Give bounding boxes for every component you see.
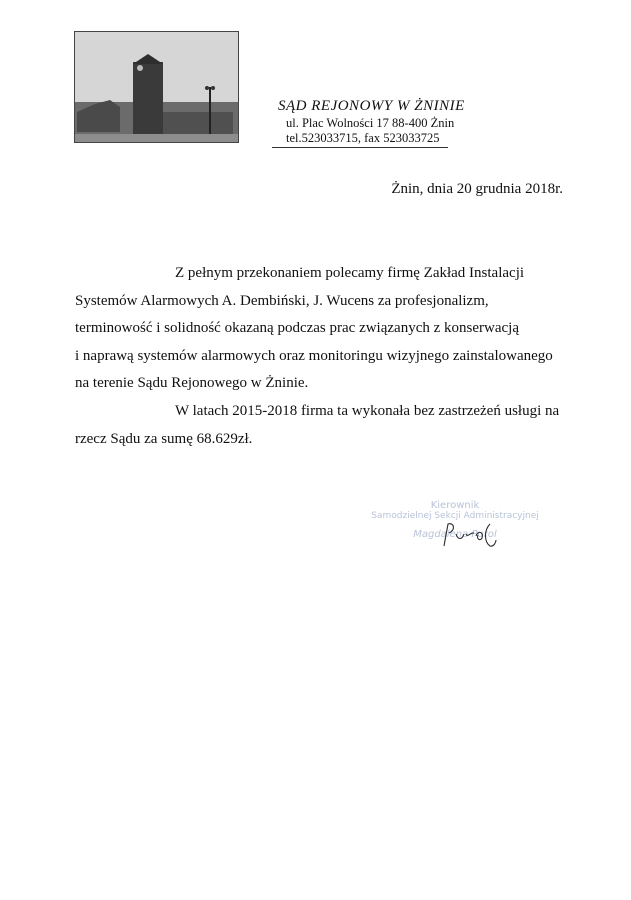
date-line: Żnin, dnia 20 grudnia 2018r. <box>391 181 563 197</box>
body-line: rzecz Sądu za sumę 68.629zł. <box>75 430 253 447</box>
letter-body <box>75 260 585 453</box>
town-hall-tower-photo <box>74 31 239 143</box>
court-address: ul. Plac Wolności 17 88-400 Żnin <box>286 116 455 130</box>
stamp-department: Samodzielnej Sekcji Administracyjnej <box>371 511 539 521</box>
court-name: SĄD REJONOWY W ŻNINIE <box>278 98 465 114</box>
body-line: i naprawą systemów alarmowych oraz monitoringu wizyjnego zainstalowanego <box>75 347 553 364</box>
stamp-name: Magdalena Purol <box>413 529 497 540</box>
body-line: Systemów Alarmowych A. Dembiński, J. Wucens za profesjonalizm, <box>75 292 489 309</box>
body-line: Z pełnym przekonaniem polecamy firmę Zakład Instalacji <box>175 265 525 281</box>
body-line: W latach 2015-2018 firma ta wykonała bez zastrzeżeń usługi na <box>175 402 560 419</box>
body-line: na terenie Sądu Rejonowego w Żninie. <box>75 375 309 392</box>
letterhead-underline <box>272 147 448 148</box>
body-line: terminowość i solidność okazaną podczas prac związanych z konserwacją <box>75 320 519 337</box>
handwritten-signature <box>440 520 500 555</box>
court-contact: tel.523033715, fax 523033725 <box>286 131 440 145</box>
letterhead <box>272 98 472 146</box>
stamp-title: Kierownik <box>430 500 480 511</box>
